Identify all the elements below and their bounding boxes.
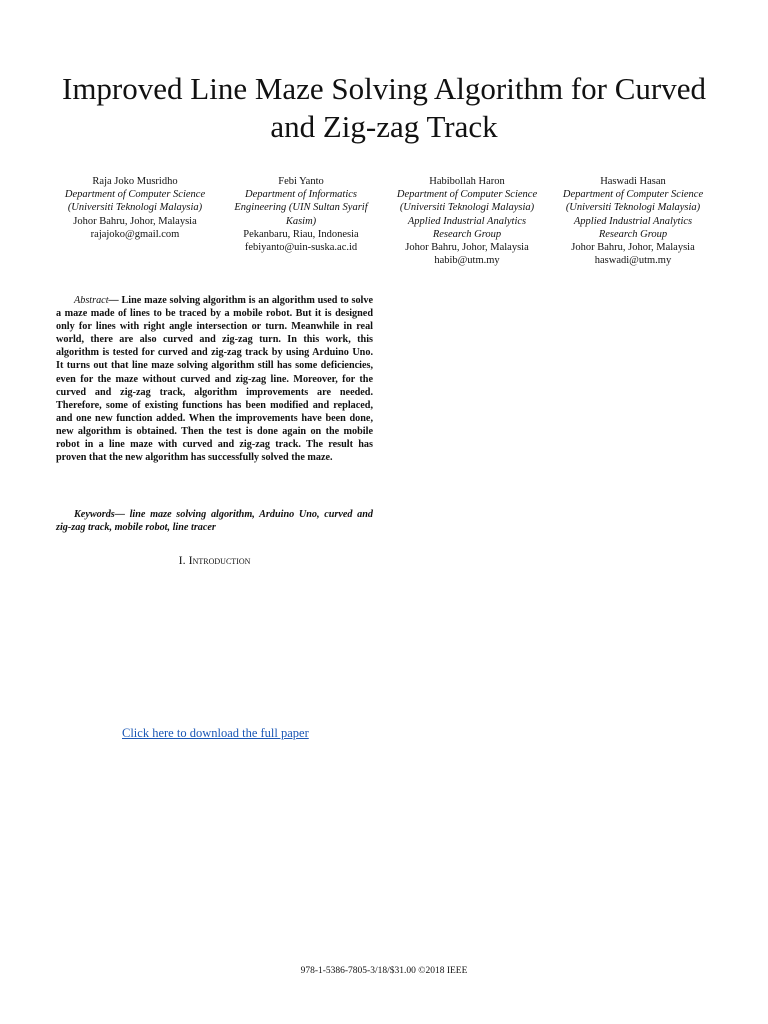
author-name: Haswadi Hasan bbox=[600, 176, 666, 187]
author-affiliation: Department of Computer Science (Universiti Teknologi Malaysia) Applied Industrial Analytics Research Group bbox=[396, 189, 538, 240]
author-affiliation: Department of Computer Science (Universiti Teknologi Malaysia) bbox=[64, 189, 206, 214]
abstract-lead bbox=[56, 295, 119, 306]
author-name: Febi Yanto bbox=[278, 176, 324, 187]
abstract-dash: — bbox=[108, 295, 119, 306]
author-location: Johor Bahru, Johor, Malaysia bbox=[405, 242, 529, 254]
author-email: haswadi@utm.my bbox=[594, 255, 672, 267]
author-block bbox=[388, 175, 546, 267]
section-heading-introduction bbox=[56, 553, 373, 568]
author-email: febiyanto@uin-suska.ac.id bbox=[244, 242, 358, 254]
paper-title-line-1: Improved Line Maze Solving Algorithm for Curved bbox=[62, 71, 706, 106]
keywords-text: line maze solving algorithm, Arduino Uno, curved and zig-zag track, mobile robot, line tracer bbox=[56, 509, 373, 534]
author-location: Pekanbaru, Riau, Indonesia bbox=[243, 228, 359, 240]
section-number: I. bbox=[178, 553, 186, 567]
author-list bbox=[56, 175, 712, 267]
author-affiliation: Department of Computer Science (Universiti Teknologi Malaysia) Applied Industrial Analytics Research Group bbox=[562, 189, 704, 240]
page-footer-copyright: 978-1-5386-7805-3/18/$31.00 ©2018 IEEE bbox=[300, 966, 468, 976]
author-name: Habibollah Haron bbox=[429, 176, 505, 187]
keywords bbox=[56, 508, 373, 534]
author-location: Johor Bahru, Johor, Malaysia bbox=[571, 242, 695, 254]
author-location: Johor Bahru, Johor, Malaysia bbox=[73, 215, 197, 227]
abstract bbox=[56, 294, 373, 464]
author-affiliation: Department of Informatics Engineering (UIN Sultan Syarif Kasim) bbox=[234, 189, 368, 227]
author-block bbox=[222, 175, 380, 267]
abstract-label: Abstract bbox=[74, 295, 109, 306]
author-block bbox=[554, 175, 712, 267]
author-email: rajajoko@gmail.com bbox=[90, 228, 180, 240]
keywords-label: Keywords— bbox=[74, 509, 125, 520]
author-name: Raja Joko Musridho bbox=[92, 176, 178, 187]
paper-title-line-2: and Zig-zag Track bbox=[270, 109, 498, 144]
section-title: Introduction bbox=[188, 553, 251, 567]
abstract-text: Line maze solving algorithm is an algorithm used to solve a maze made of lines to be traced by a mobile robot. But it is designed only for lines with right angle intersection or turn. Meanwhile in real world, there are also curved and zig-zag turn. In this work, this algorithm is tested for curved and zig-zag track by using Arduino Uno. It turns out that line maze solving algorithm still has some deficiencies, even for the maze without curved and zig-zag line. Moreover, for the curved and zig-zag track, algorithm improvements are needed. Therefore, some of existing functions has been modified and replaced, and one new function added. When the improvements have been done, new algorithm is obtained. Then the test is done again on the mobile robot in a line maze with curved and zig-zag track. The result has proven that the new algorithm has successfully solved the maze. bbox=[56, 295, 373, 464]
author-email: habib@utm.my bbox=[434, 255, 500, 267]
author-block bbox=[56, 175, 214, 267]
download-full-paper-link[interactable]: Click here to download the full paper bbox=[122, 726, 309, 740]
paper-title bbox=[40, 70, 728, 146]
